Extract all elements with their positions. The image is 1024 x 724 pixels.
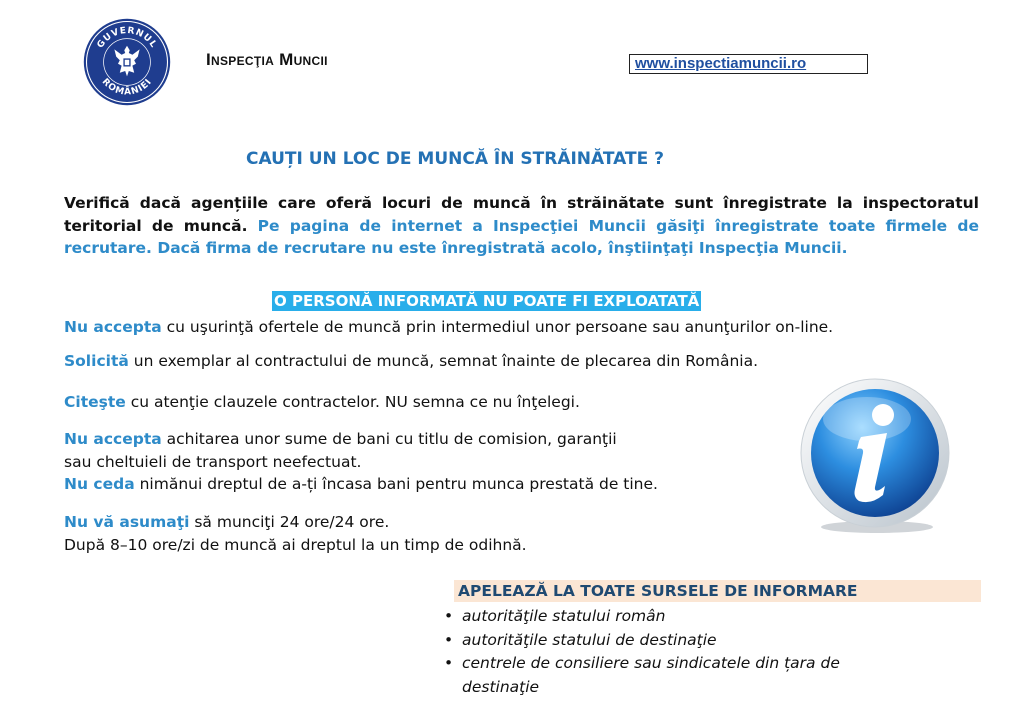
warning-banner: O PERSONĂ INFORMATĂ NU POATE FI EXPLOATATĂ (274, 292, 700, 310)
page-title: CAUȚI UN LOC DE MUNCĂ ÎN STRĂINĂTATE ? (246, 149, 664, 169)
intro-text: Verifică dacă agențiile care oferă locuri de muncă în străinătate sunt înregistrate la inspectoratul teritorial de muncă. (64, 194, 979, 235)
org-name: Inspecţia Muncii (206, 50, 328, 69)
sources-list (443, 605, 983, 699)
bullet-icon: • (444, 630, 454, 649)
intro-paragraph (64, 192, 979, 260)
tip-text: nimănui dreptul de a-ți încasa bani pentru munca prestată de tine. (134, 475, 658, 493)
list-item-text: autorităţile statului român (462, 607, 666, 625)
sources-heading: APELEAZĂ LA TOATE SURSELE DE INFORMARE (454, 580, 981, 602)
tip-keyword: Nu ceda (64, 475, 135, 493)
tip-keyword: Nu accepta (64, 318, 162, 336)
seal-icon (82, 17, 172, 107)
list-item (443, 652, 983, 699)
url-box (629, 54, 868, 74)
tip-item (64, 316, 833, 339)
tip-keyword: Citeşte (64, 393, 126, 411)
list-item-text: autorităţile statului de destinaţie (462, 630, 717, 649)
tip-text: un exemplar al contractului de muncă, semnat înainte de plecarea din România. (128, 352, 759, 370)
bullet-icon: • (444, 607, 454, 625)
list-item (443, 605, 983, 629)
tip-item (64, 473, 658, 496)
tip-item (64, 428, 617, 473)
list-item-text: centrele de consiliere sau sindicatele din țara de (462, 654, 840, 672)
website-link[interactable]: www.inspectiamuncii.ro (635, 55, 807, 72)
svg-text:ROMÂNIEI: ROMÂNIEI (99, 76, 155, 98)
intro-highlight: Pe pagina de internet a Inspecţiei Muncii găsiţi înregistrate toate firmele de recrutare. Dacă firma de recrutare nu este înregistrată acolo, înştiinţaţi Inspecţia Muncii. (64, 216, 979, 257)
tip-keyword: Solicită (64, 352, 129, 370)
tip-item (64, 391, 580, 414)
tip-item (64, 511, 527, 556)
tip-text: să munciţi 24 ore/24 ore. (189, 513, 390, 531)
svg-text:GUVERNUL: GUVERNUL (95, 26, 159, 51)
tip-text-line2: După 8–10 ore/zi de muncă ai dreptul la un timp de odihnă. (64, 535, 527, 554)
tip-keyword: Nu accepta (64, 430, 162, 448)
list-item-text-cont: destinaţie (462, 677, 540, 696)
tip-text: cu atenţie clauzele contractelor. NU semna ce nu înţelegi. (125, 393, 580, 411)
list-item (443, 629, 983, 653)
tip-text: cu uşurinţă ofertele de muncă prin intermediul unor persoane sau anunţurilor on-line. (161, 318, 834, 336)
tip-keyword: Nu vă asumaţi (64, 513, 190, 531)
tip-text-line2: sau cheltuieli de transport neefectuat. (64, 452, 362, 471)
info-icon (795, 375, 955, 535)
tip-item (64, 350, 758, 373)
bullet-icon: • (444, 654, 454, 672)
tip-text: achitarea unor sume de bani cu titlu de comision, garanţii (161, 430, 617, 448)
